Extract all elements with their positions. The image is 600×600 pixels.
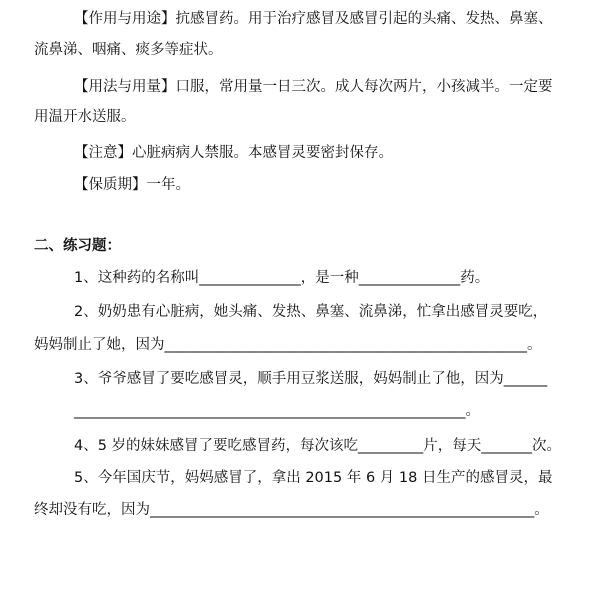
question-5-line-2: 终却没有吃，因为_____________________________________________________。 [34,502,549,518]
usage-line-2: 流鼻涕、咽痛、痰多等症状。 [34,42,223,58]
question-4: 4、5 岁的妹妹感冒了要吃感冒药，每次该吃_________片，每天_______次。 [74,438,562,454]
note-line: 【注意】心脏病病人禁服。本感冒灵要密封保存。 [74,145,393,161]
question-2-line-2: 妈妈制止了她，因为__________________________________________________。 [34,337,542,353]
exercises-heading: 二、练习题： [34,238,121,254]
question-1: 1、这种药的名称叫______________，是一种______________药。 [74,270,490,286]
dosage-line-1: 【用法与用量】口服，常用量一日三次。成人每次两片，小孩减半。一定要 [74,79,553,95]
shelf-life-line: 【保质期】一年。 [74,177,190,193]
question-3-line-2: ______________________________________________________。 [74,403,480,419]
dosage-line-2: 用温开水送服。 [34,109,136,125]
usage-line-1: 【作用与用途】抗感冒药。用于治疗感冒及感冒引起的头痛、发热、鼻塞、 [74,11,553,27]
question-3-line-1: 3、爷爷感冒了要吃感冒灵，顺手用豆浆送服，妈妈制止了他，因为______ [74,371,548,387]
question-5-line-1: 5、今年国庆节，妈妈感冒了，拿出 2015 年 6 月 18 日生产的感冒灵，最 [74,470,553,486]
question-2-line-1: 2、奶奶患有心脏病，她头痛、发热、鼻塞、流鼻涕，忙拿出感冒灵要吃， [74,304,548,320]
